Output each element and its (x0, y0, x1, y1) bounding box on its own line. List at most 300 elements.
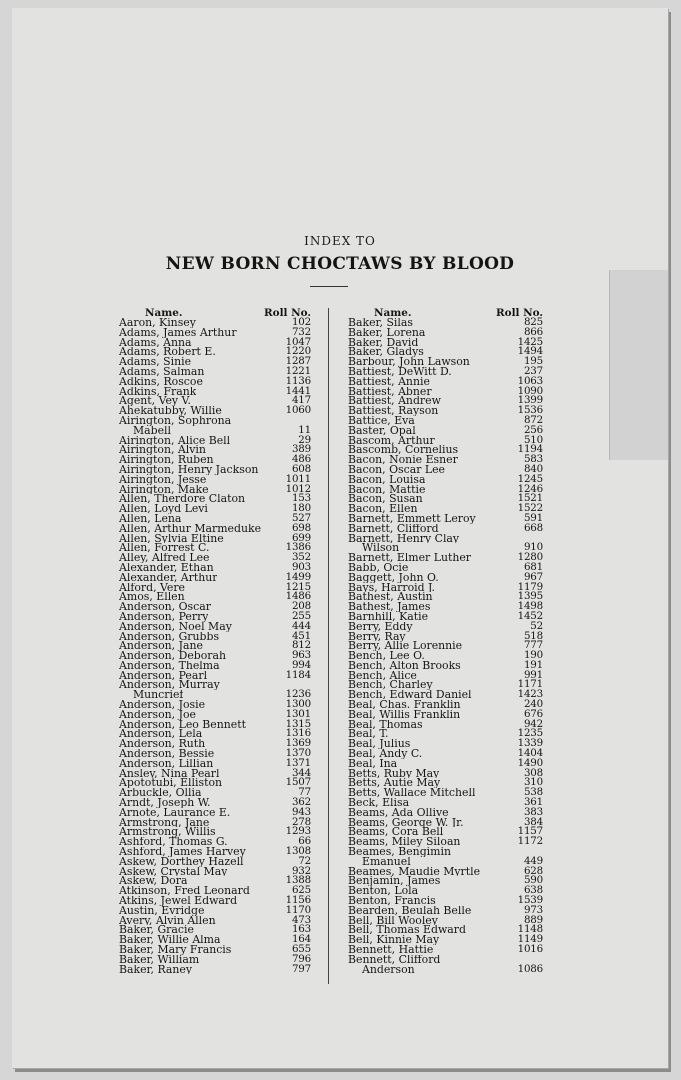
entry-name: Beames, Maudie Myrtle (348, 866, 481, 877)
entry-name: Barnett, Elmer Luther (348, 553, 471, 563)
index-entry (348, 896, 543, 906)
index-entry (119, 864, 311, 877)
entry-name: Baggett, John O. (348, 572, 439, 583)
entry-roll-number: 240 (523, 698, 543, 711)
entry-name: Adkins, Roscoe (119, 376, 203, 387)
entry-name: Anderson, Murray (119, 680, 220, 691)
entry-name: Airington, Henry Jackson (119, 464, 259, 475)
index-entry (348, 798, 543, 808)
entry-name: Anderson, Grubbs (119, 631, 220, 642)
entry-name: Anderson, Pearl (119, 670, 208, 681)
entry-roll-number: 191 (523, 658, 543, 671)
index-entry (119, 511, 311, 524)
entry-roll-number: 1156 (285, 894, 311, 907)
entry-roll-number: 1300 (285, 698, 311, 711)
entry-name: Askew, Crystal May (119, 866, 228, 877)
entry-name: Adams, Anna (119, 337, 192, 348)
entry-roll-number: 1386 (285, 541, 311, 554)
entry-name: Wilson (362, 543, 400, 554)
entry-name: Adams, James Arthur (119, 327, 237, 338)
index-entry (119, 798, 311, 808)
index-entry (348, 707, 543, 720)
entry-name: Adams, Salman (119, 366, 205, 377)
entry-roll-number: 1388 (285, 874, 311, 887)
entry-roll-number: 1369 (285, 737, 311, 750)
index-entry (348, 766, 543, 779)
index-entry (119, 952, 311, 965)
index-entry (348, 658, 543, 671)
entry-name: Beames, Bengimin (348, 847, 451, 857)
entry-name: Barbour, John Lawson (348, 357, 470, 367)
index-entry (119, 347, 311, 357)
entry-roll-number: 163 (291, 923, 311, 936)
index-entry (348, 494, 543, 504)
entry-roll-number: 1339 (517, 737, 543, 750)
entry-roll-number: 777 (523, 639, 543, 652)
index-entry (119, 707, 311, 720)
entry-roll-number: 444 (291, 619, 311, 632)
index-entry (348, 903, 543, 916)
entry-name: Beal, T. (348, 729, 389, 740)
entry-roll-number: 681 (523, 560, 543, 573)
index-entry (348, 945, 543, 955)
entry-name: Muncrief (133, 690, 184, 701)
index-entry (348, 423, 543, 436)
index-entry (119, 925, 311, 935)
entry-roll-number: 383 (523, 805, 543, 818)
index-entry (348, 749, 543, 759)
entry-roll-number: 967 (523, 570, 543, 583)
entry-roll-number: 973 (523, 903, 543, 916)
index-entry (119, 433, 311, 446)
entry-roll-number: 889 (523, 913, 543, 926)
entry-name: Benton, Francis (348, 896, 436, 906)
index-entry (119, 766, 311, 779)
index-entry (119, 374, 311, 387)
index-entry (119, 756, 311, 769)
index-entry (348, 472, 543, 485)
roll-header: Roll No. (264, 307, 311, 319)
index-entry (119, 903, 311, 916)
entry-name: Armstrong, Willis (119, 827, 216, 838)
name-header: Name. (145, 307, 183, 319)
entry-name: Bennett, Hattie (348, 945, 434, 955)
index-entry (119, 896, 311, 906)
index-entry (119, 886, 311, 896)
entry-roll-number: 1148 (517, 923, 543, 936)
entry-name: Benton, Lola (348, 886, 419, 897)
entry-roll-number: 1011 (285, 472, 311, 485)
entry-name: Berry, Ray (348, 631, 406, 642)
index-entry (119, 455, 311, 465)
index-entry (348, 788, 543, 798)
entry-roll-number: 590 (523, 874, 543, 887)
index-entry (119, 592, 311, 602)
index-entry (119, 335, 311, 348)
index-entry (348, 680, 543, 690)
entry-roll-number: 698 (291, 521, 311, 534)
entry-roll-number: 1245 (517, 472, 543, 485)
index-entry (119, 847, 311, 857)
index-entry (348, 756, 543, 769)
entry-roll-number: 840 (523, 462, 543, 475)
entry-name: Anderson, Lillian (119, 758, 214, 769)
entry-name: Anderson, Josie (119, 700, 206, 710)
entry-name: Ahekatubby, Willie (119, 406, 222, 416)
entry-name: Mabell (133, 425, 172, 436)
entry-name: Beams, Miley Siloan (348, 837, 461, 848)
entry-name: Baster, Opal (348, 425, 416, 436)
entry-name: Anderson, Noel May (119, 621, 232, 632)
index-entry (348, 602, 543, 612)
entry-name: Aaron, Kinsey (119, 318, 196, 328)
entry-name: Airington, Jesse (119, 474, 207, 485)
entry-roll-number: 963 (291, 649, 311, 662)
entry-name: Berry, Eddy (348, 621, 413, 632)
index-entry (348, 347, 543, 357)
index-entry (348, 445, 543, 455)
entry-name: Bacon, Ellen (348, 504, 418, 514)
index-entry (348, 729, 543, 739)
entry-roll-number: 1149 (517, 933, 543, 946)
entry-name: Baker, Gladys (348, 347, 424, 358)
entry-roll-number: 1060 (285, 404, 311, 417)
entry-name: Betts, Autie May (348, 778, 441, 789)
entry-roll-number: 1507 (285, 776, 311, 789)
entry-roll-number: 655 (291, 943, 311, 955)
entry-roll-number: 180 (291, 502, 311, 515)
entry-roll-number: 362 (291, 796, 311, 809)
index-entry (119, 494, 311, 504)
entry-name: Anderson (362, 964, 415, 975)
entry-roll-number: 1170 (285, 903, 311, 916)
entry-name: Allen, Loyd Levi (119, 504, 208, 514)
entry-roll-number: 1404 (517, 747, 543, 760)
entry-name: Arbuckle, Ollia (119, 788, 202, 799)
entry-name: Anderson, Bessie (119, 749, 215, 759)
index-entry (348, 827, 543, 837)
index-column-left (119, 308, 311, 974)
index-entry (348, 325, 543, 338)
index-entry (119, 749, 311, 759)
entry-name: Beams, Cora Bell (348, 827, 444, 838)
entry-roll-number: 903 (291, 560, 311, 573)
entry-name: Bench, Alice (348, 670, 417, 681)
index-entry (348, 847, 543, 857)
index-entry (119, 935, 311, 945)
entry-roll-number: 1490 (517, 756, 543, 769)
index-entry (119, 357, 311, 367)
entry-name: Baker, Raney (119, 964, 193, 975)
title-rule (310, 286, 348, 287)
entry-roll-number: 797 (291, 962, 311, 975)
entry-name: Ashford, James Harvey (119, 847, 246, 857)
index-entry (119, 729, 311, 739)
entry-name: Baker, Mary Francis (119, 945, 232, 955)
entry-name: Beal, Andy C. (348, 749, 423, 759)
entry-name: Avery, Alvin Allen (119, 915, 216, 926)
index-entry (348, 629, 543, 642)
entry-roll-number: 52 (530, 619, 543, 632)
entry-name: Baker, William (119, 954, 200, 965)
entry-name: Allen, Lena (119, 513, 182, 524)
entry-name: Airington, Sophrona (119, 415, 232, 426)
entry-roll-number: 310 (523, 776, 543, 789)
entry-roll-number: 1171 (517, 678, 543, 691)
entry-roll-number: 256 (523, 423, 543, 436)
entry-name: Arndt, Joseph W. (119, 798, 211, 808)
index-entry (119, 416, 311, 426)
entry-roll-number: 66 (298, 835, 311, 848)
index-entry (119, 406, 311, 416)
entry-name: Bearden, Beulah Belle (348, 905, 472, 916)
entry-name: Emanuel (362, 856, 411, 867)
entry-roll-number: 1063 (517, 374, 543, 387)
entry-name: Anderson, Oscar (119, 602, 211, 612)
entry-roll-number: 1235 (517, 727, 543, 740)
index-entry (348, 778, 543, 788)
entry-roll-number: 812 (291, 639, 311, 652)
entry-name: Battiest, DeWitt D. (348, 366, 452, 377)
entry-name: Baker, David (348, 337, 419, 348)
entry-name: Bascomb, Cornelius (348, 445, 459, 456)
index-heading: INDEX TO (304, 234, 376, 248)
index-entry (348, 553, 543, 563)
index-entry (348, 455, 543, 465)
entry-roll-number: 255 (291, 609, 311, 622)
index-entry (348, 641, 543, 651)
entry-roll-number: 910 (523, 541, 543, 554)
entry-name: Bacon, Louisa (348, 474, 426, 485)
entry-name: Battiest, Rayson (348, 406, 439, 416)
index-entry (119, 827, 311, 837)
index-entry (119, 876, 311, 886)
index-entry (119, 778, 311, 788)
entry-name: Bennett, Clifford (348, 954, 441, 965)
entry-name: Atkinson, Fred Leonard (119, 886, 250, 897)
index-entry (119, 619, 311, 632)
index-entry (348, 592, 543, 602)
index-entry (119, 553, 311, 563)
entry-roll-number: 1301 (285, 707, 311, 720)
index-entry (348, 876, 543, 886)
entry-roll-number: 384 (523, 815, 543, 828)
entry-name: Beams, George W. Jr. (348, 817, 464, 828)
index-entry (348, 580, 543, 593)
entry-name: Barnett, Henry Clay (348, 533, 460, 544)
entry-name: Anderson, Jane (119, 641, 203, 652)
entry-roll-number: 1184 (285, 668, 311, 681)
entry-roll-number: 668 (523, 521, 543, 534)
index-entry (348, 717, 543, 730)
entry-roll-number: 994 (291, 658, 311, 671)
index-entry (119, 805, 311, 818)
entry-roll-number: 190 (523, 649, 543, 662)
entry-roll-number: 344 (291, 766, 311, 779)
entry-name: Airington, Alice Bell (119, 435, 231, 446)
entry-name: Bathest, Austin (348, 592, 433, 603)
entry-name: Battiest, Andrew (348, 396, 441, 407)
entry-name: Bacon, Oscar Lee (348, 464, 445, 475)
index-entry (119, 913, 311, 926)
entry-name: Baker, Gracie (119, 925, 194, 936)
index-entry (119, 364, 311, 377)
entry-roll-number: 538 (523, 786, 543, 799)
index-entry (119, 658, 311, 671)
entry-name: Betts, Ruby May (348, 768, 440, 779)
entry-roll-number: 11 (298, 423, 311, 436)
entry-name: Askew, Dorthey Hazell (119, 856, 244, 867)
entry-name: Askew, Dora (119, 876, 188, 887)
entry-name: Anderson, Joe (119, 709, 196, 720)
entry-roll-number: 608 (291, 462, 311, 475)
entry-roll-number: 1090 (517, 384, 543, 397)
index-entry (348, 609, 543, 622)
entry-name: Adams, Sinie (119, 357, 192, 367)
index-entry (119, 543, 311, 553)
index-entry (348, 619, 543, 632)
index-entry (348, 925, 543, 935)
entry-name: Allen, Forrest C. (119, 543, 210, 554)
entry-name: Bays, Harroid J. (348, 582, 436, 593)
index-entry (119, 318, 311, 328)
entry-name: Airington, Alvin (119, 445, 206, 456)
entry-name: Bell, Kinnie May (348, 935, 440, 945)
entry-roll-number: 417 (291, 394, 311, 407)
document-page (12, 8, 668, 1068)
torn-edge (609, 270, 668, 460)
index-entry (119, 482, 311, 495)
index-entry (119, 690, 311, 700)
roll-header: Roll No. (496, 307, 543, 319)
entry-name: Alley, Alfred Lee (119, 553, 210, 563)
index-entry (119, 815, 311, 828)
entry-name: Allen, Arthur Marmeduke (119, 523, 262, 534)
entry-name: Bench, Lee O. (348, 651, 425, 661)
index-entry (348, 396, 543, 406)
index-entry (348, 651, 543, 661)
entry-name: Beal, Ina (348, 758, 398, 769)
index-entry (348, 864, 543, 877)
entry-name: Battiest, Annie (348, 376, 430, 387)
entry-roll-number: 1423 (517, 688, 543, 701)
entry-name: Bench, Edward Daniel (348, 690, 472, 701)
entry-name: Beal, Thomas (348, 719, 423, 730)
entry-roll-number: 1194 (517, 443, 543, 456)
entry-roll-number: 1136 (285, 374, 311, 387)
index-entry (348, 886, 543, 896)
index-entry (348, 837, 543, 847)
entry-roll-number: 866 (523, 325, 543, 338)
index-entry (348, 570, 543, 583)
entry-name: Betts, Wallace Mitchell (348, 788, 476, 799)
entry-name: Anderson, Lela (119, 729, 203, 740)
index-entry (348, 955, 543, 965)
entry-name: Adams, Robert E. (119, 347, 216, 358)
entry-roll-number: 1157 (517, 825, 543, 838)
index-entry (348, 413, 543, 426)
index-entry (348, 374, 543, 387)
index-entry (119, 560, 311, 573)
index-entry (119, 521, 311, 534)
entry-name: Anderson, Perry (119, 611, 209, 622)
entry-roll-number: 638 (523, 884, 543, 897)
entry-name: Barnett, Clifford (348, 523, 439, 534)
entry-roll-number: 361 (523, 796, 543, 809)
index-entry (348, 406, 543, 416)
entry-roll-number: 1287 (285, 355, 311, 368)
entry-roll-number: 308 (523, 766, 543, 779)
index-entry (119, 668, 311, 681)
name-header: Name. (374, 307, 412, 319)
column-header (348, 308, 543, 318)
index-entry (119, 651, 311, 661)
entry-roll-number: 208 (291, 600, 311, 613)
index-entry (119, 962, 311, 975)
entry-roll-number: 1486 (285, 590, 311, 603)
entry-roll-number: 699 (291, 531, 311, 544)
entry-roll-number: 1308 (285, 845, 311, 858)
entry-name: Anderson, Ruth (119, 739, 206, 750)
index-entry (119, 423, 311, 436)
index-entry (348, 543, 543, 553)
entry-roll-number: 1016 (517, 943, 543, 955)
entry-name: Bell, Bill Wooley (348, 915, 438, 926)
entry-roll-number: 1012 (285, 482, 311, 495)
entry-name: Anderson, Deborah (119, 651, 227, 661)
index-entry (119, 531, 311, 544)
index-entry (119, 837, 311, 847)
entry-roll-number: 1315 (285, 717, 311, 730)
entry-name: Baker, Silas (348, 318, 413, 328)
entry-roll-number: 942 (523, 717, 543, 730)
entry-name: Bacon, Susan (348, 494, 423, 505)
index-entry (348, 534, 543, 544)
entry-name: Beal, Chas. Franklin (348, 700, 461, 710)
entry-name: Airington, Make (119, 484, 209, 495)
entry-name: Austin, Evridge (119, 905, 205, 916)
index-entry (119, 717, 311, 730)
index-entry (348, 668, 543, 681)
entry-roll-number: 1521 (517, 492, 543, 505)
entry-roll-number: 591 (523, 511, 543, 524)
entry-name: Atkins, Jewel Edward (119, 896, 238, 906)
entry-roll-number: 1539 (517, 894, 543, 907)
entry-name: Baker, Willie Alma (119, 935, 221, 945)
index-entry (348, 854, 543, 867)
index-entry (119, 641, 311, 651)
index-entry (119, 609, 311, 622)
index-entry (119, 325, 311, 338)
index-entry (348, 521, 543, 534)
entry-roll-number: 195 (523, 355, 543, 368)
index-entry (119, 580, 311, 593)
entry-name: Amos, Ellen (119, 592, 185, 603)
column-divider (328, 308, 329, 984)
index-entry (119, 854, 311, 867)
entry-roll-number: 1499 (285, 570, 311, 583)
entry-name: Ashford, Thomas G. (119, 837, 228, 848)
index-entry (119, 739, 311, 749)
index-entry (348, 511, 543, 524)
entry-name: Bell, Thomas Edward (348, 925, 466, 936)
index-entry (119, 700, 311, 710)
entry-name: Beal, Willis Franklin (348, 709, 461, 720)
index-entry (348, 962, 543, 975)
entry-roll-number: 676 (523, 707, 543, 720)
entry-roll-number: 29 (298, 433, 311, 446)
entry-name: Allen, Therdore Claton (119, 494, 246, 505)
